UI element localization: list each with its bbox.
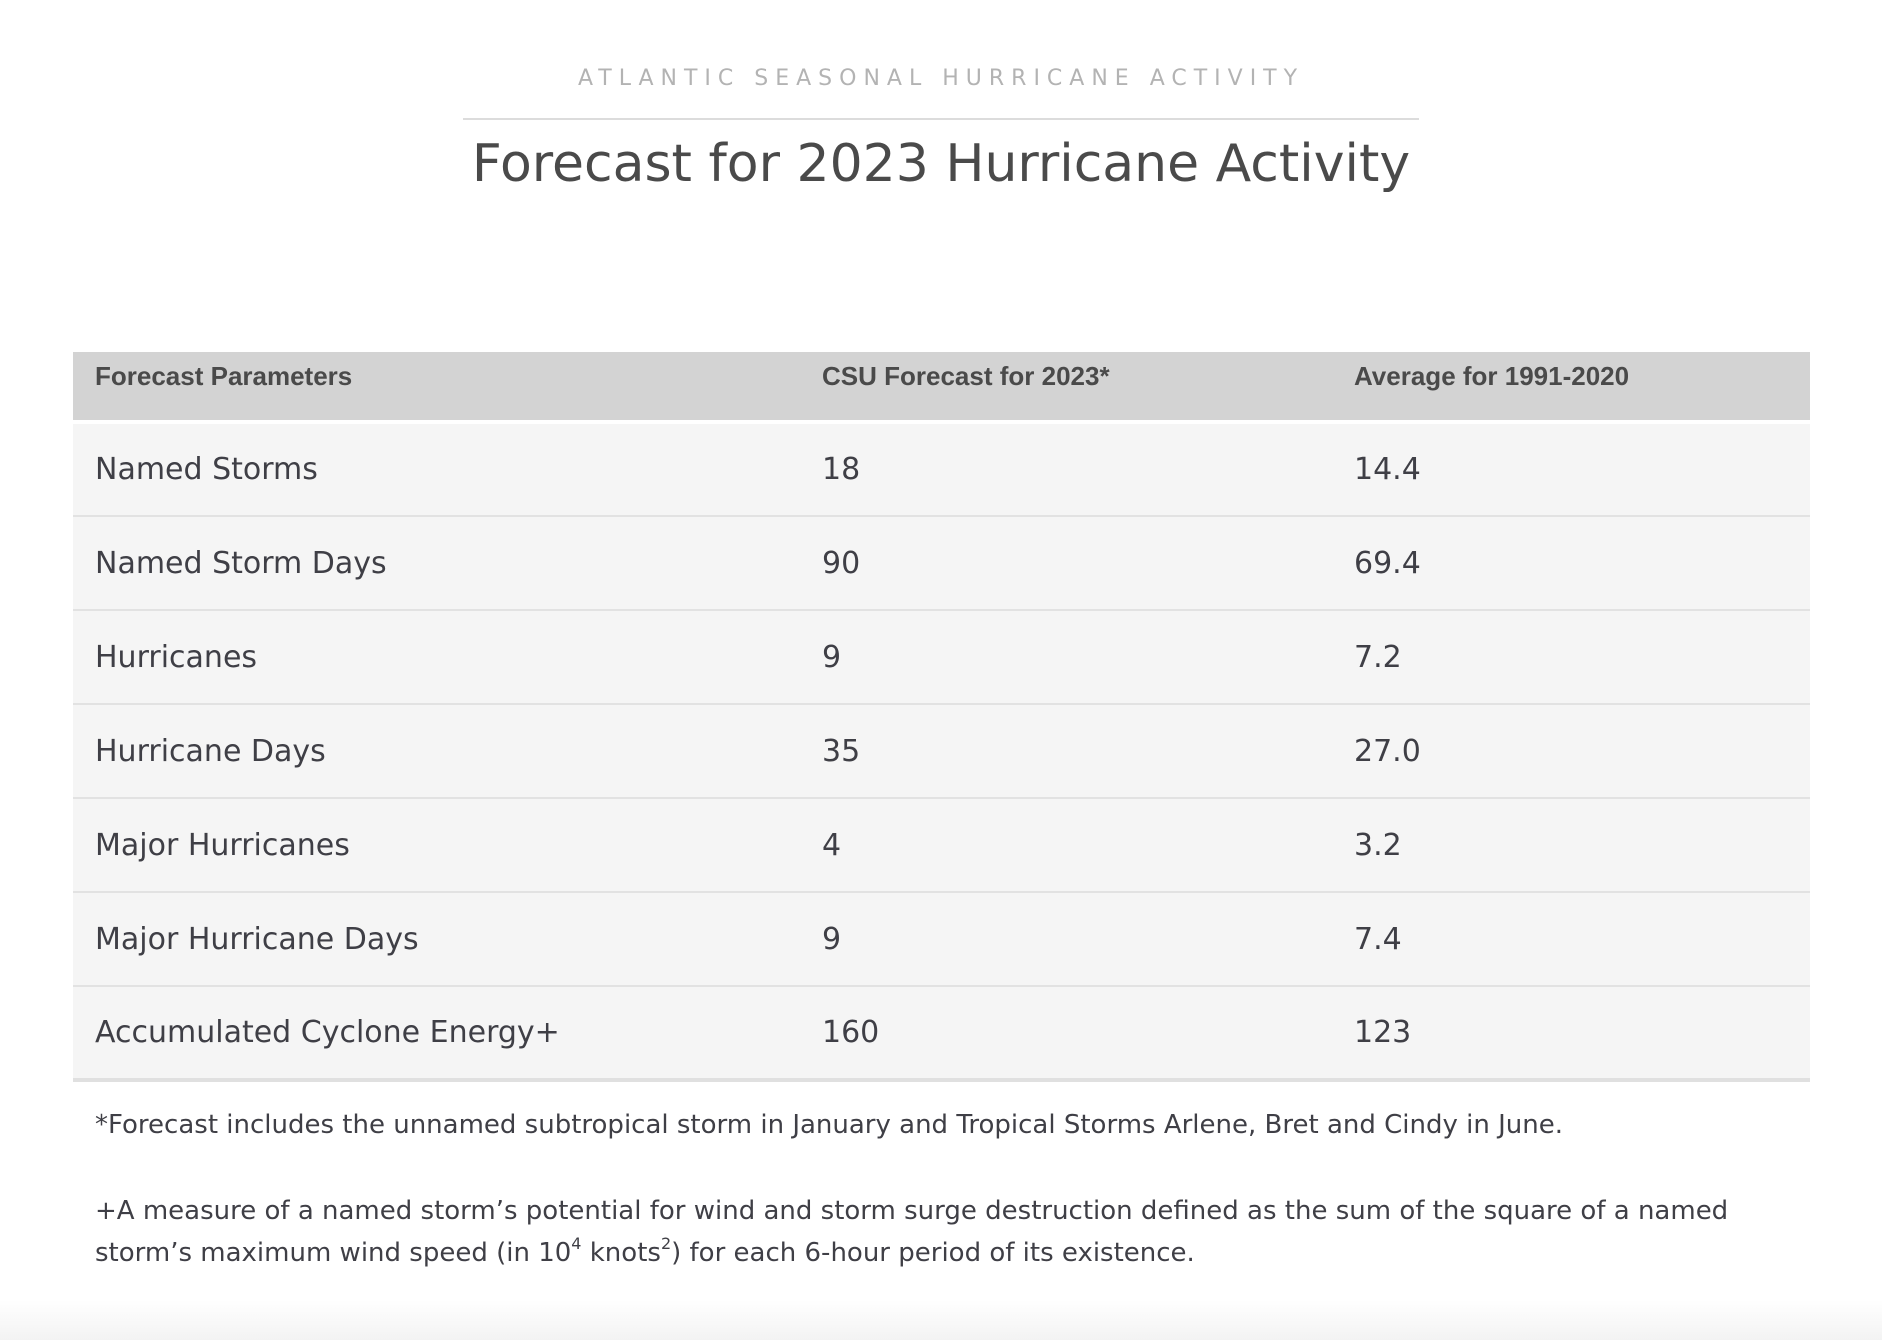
cell-csu-forecast: 160 — [822, 1015, 880, 1050]
cell-csu-forecast: 18 — [822, 452, 861, 487]
table-row — [73, 704, 1810, 798]
column-header-parameters: Forecast Parameters — [95, 361, 353, 391]
cell-csu-forecast: 9 — [822, 639, 842, 675]
table-header-row — [73, 352, 1810, 422]
section-eyebrow: ATLANTIC SEASONAL HURRICANE ACTIVITY — [577, 66, 1305, 91]
cell-average: 14.4 — [1354, 452, 1421, 487]
cell-average: 7.4 — [1354, 921, 1402, 957]
cell-average: 123 — [1354, 1015, 1412, 1050]
cell-parameter: Accumulated Cyclone Energy+ — [95, 1015, 560, 1050]
cell-parameter: Hurricane Days — [95, 733, 326, 769]
page-title: Forecast for 2023 Hurricane Activity — [471, 134, 1411, 194]
table-row — [73, 986, 1810, 1080]
footnote-plus-text-2: knots — [581, 1238, 661, 1268]
cell-parameter: Named Storms — [95, 452, 318, 487]
footnote-plus-text-1: +A measure of a named storm’s potential for wind and storm surge destruction defined as the sum of the square of a named storm’s maximum wind speed (in 10 — [95, 1196, 1729, 1268]
cell-average: 27.0 — [1354, 733, 1421, 769]
footnote-plus-superscript-2: 2 — [660, 1234, 672, 1253]
cell-csu-forecast: 35 — [822, 733, 861, 769]
column-header-average: Average for 1991-2020 — [1354, 361, 1630, 391]
forecast-table — [73, 352, 1810, 1082]
cell-average: 7.2 — [1354, 639, 1402, 675]
header-divider — [463, 118, 1419, 120]
cell-average: 69.4 — [1354, 545, 1421, 581]
cell-average: 3.2 — [1354, 827, 1402, 863]
table-row — [73, 610, 1810, 704]
footnotes — [95, 1104, 1795, 1318]
footnote-plus-text-3: ) for each 6-hour period of its existence. — [671, 1238, 1195, 1268]
footnote-plus-superscript-1: 4 — [571, 1234, 582, 1253]
cell-parameter: Major Hurricane Days — [95, 921, 419, 957]
footnote-plus — [95, 1190, 1795, 1274]
cell-parameter: Named Storm Days — [95, 545, 387, 581]
cell-parameter: Major Hurricanes — [95, 827, 350, 863]
table-row — [73, 516, 1810, 610]
page-bottom-fade — [0, 1300, 1882, 1340]
footnote-asterisk: *Forecast includes the unnamed subtropical storm in January and Tropical Storms Arlene, Bret and Cindy in June. — [95, 1110, 1563, 1140]
cell-csu-forecast: 90 — [822, 545, 861, 581]
cell-csu-forecast: 4 — [822, 827, 842, 863]
column-header-csu-forecast: CSU Forecast for 2023* — [822, 361, 1110, 391]
table-row — [73, 892, 1810, 986]
table-row — [73, 422, 1810, 516]
table-row — [73, 798, 1810, 892]
cell-csu-forecast: 9 — [822, 921, 842, 957]
cell-parameter: Hurricanes — [95, 639, 258, 675]
